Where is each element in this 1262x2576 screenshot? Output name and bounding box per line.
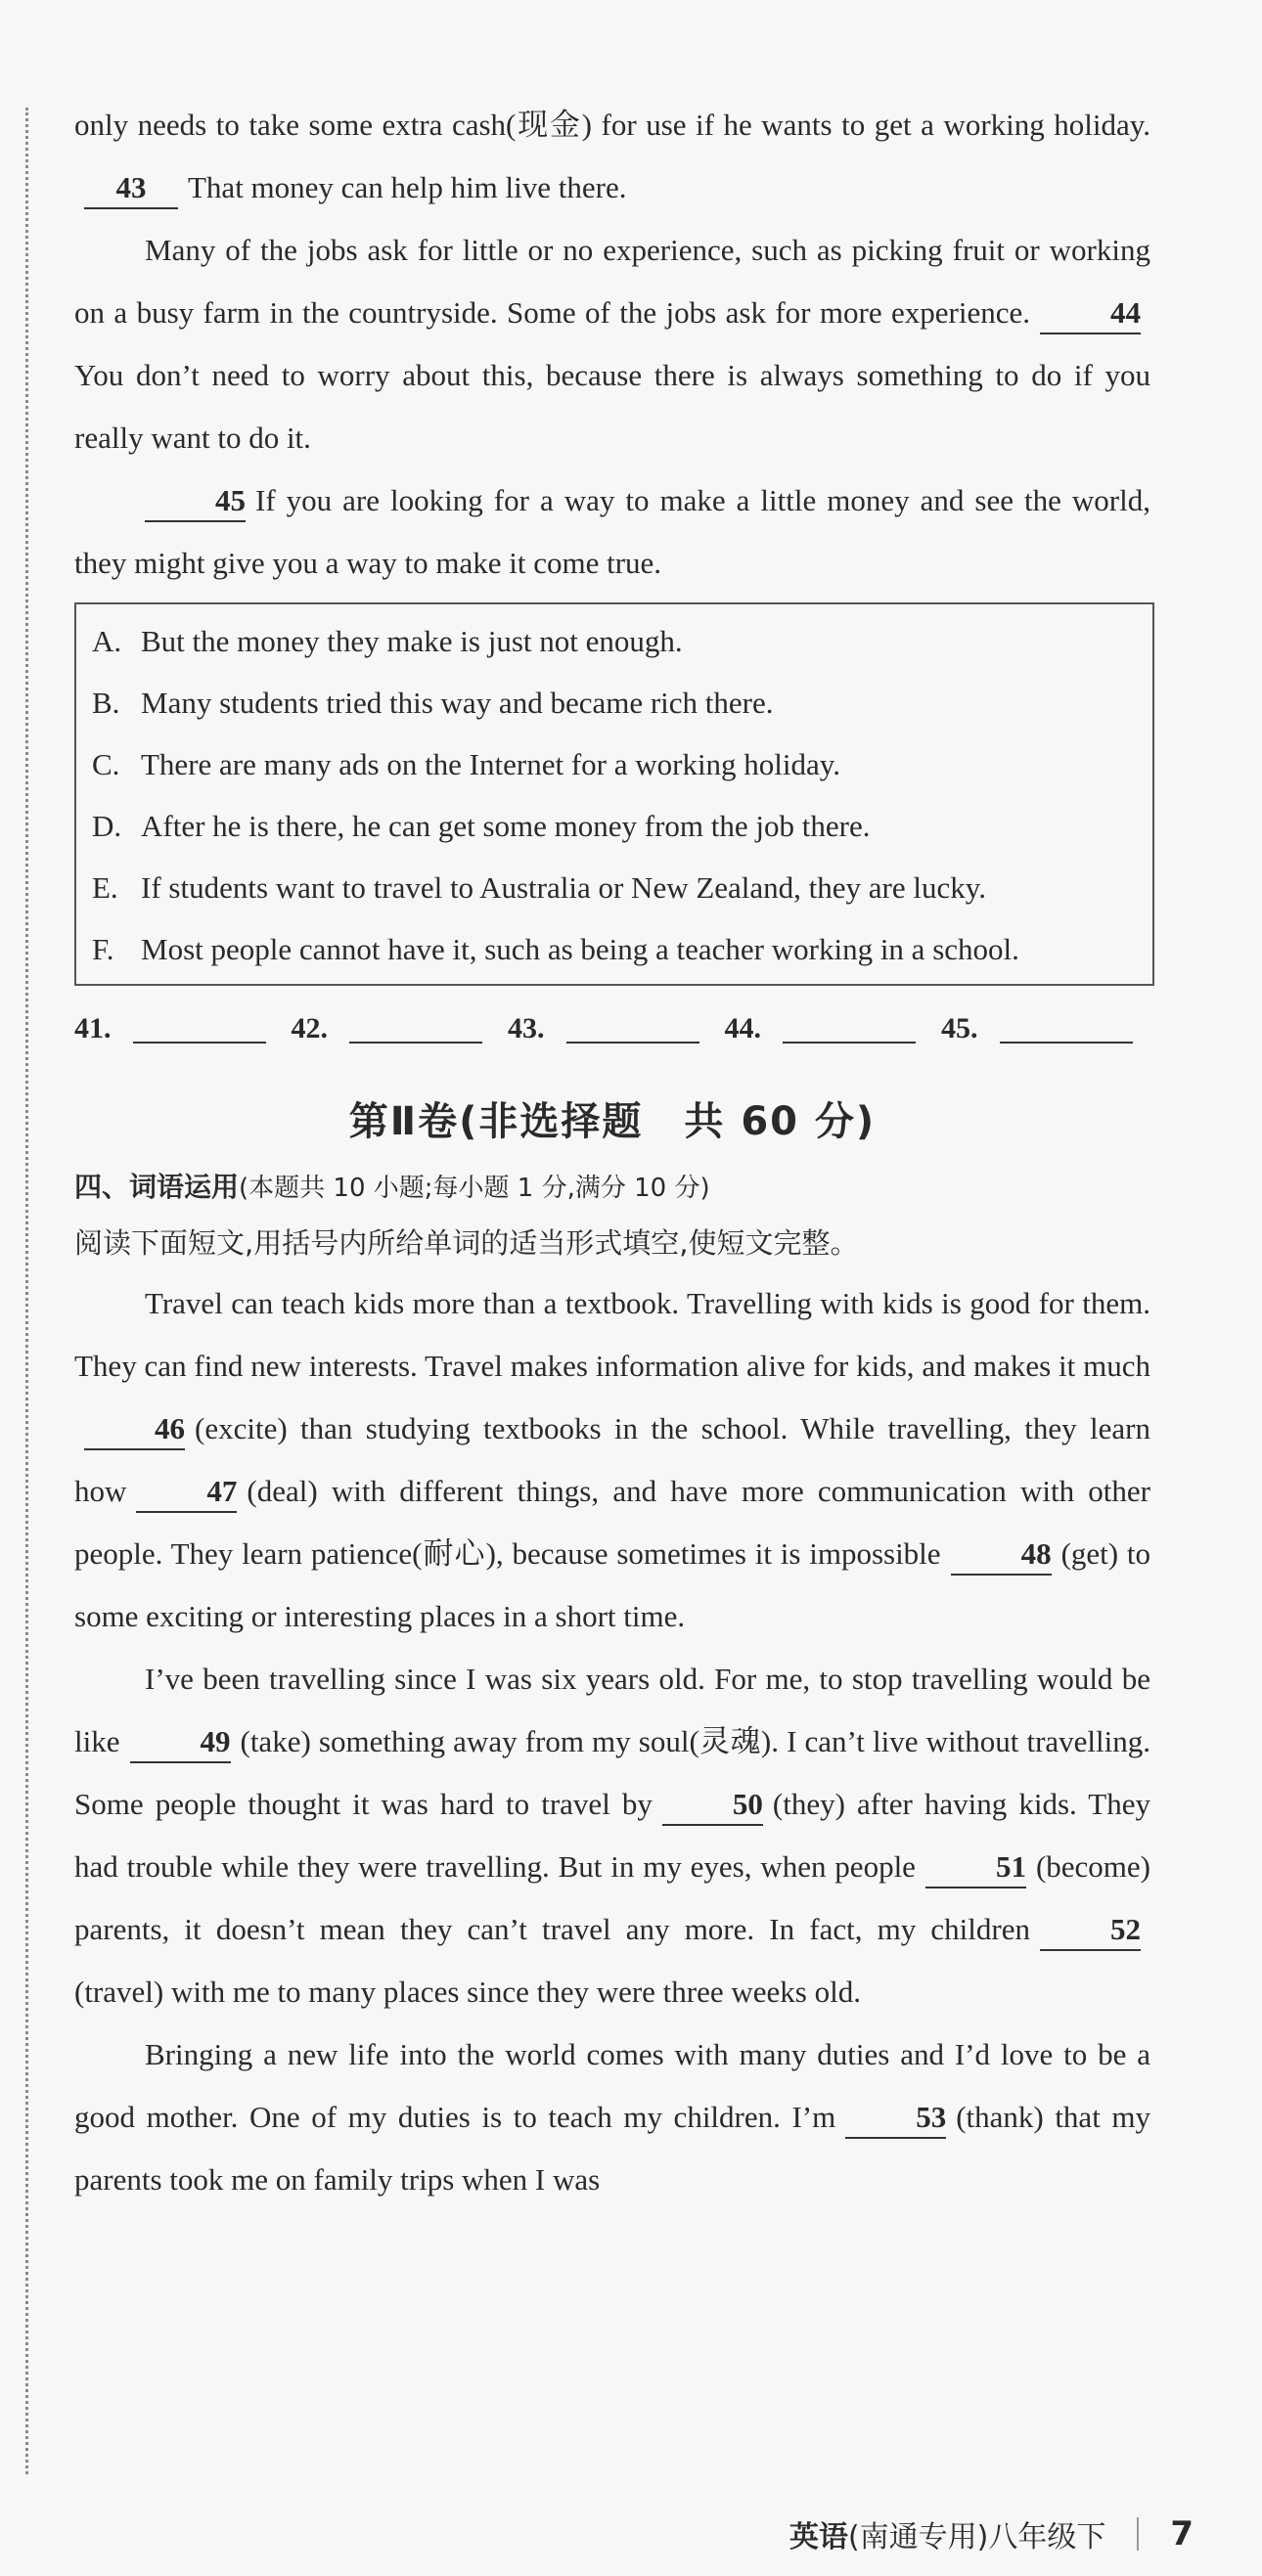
answer-42: 42.	[292, 1012, 483, 1045]
passage-b-paragraph-1: Travel can teach kids more than a textbook. Travelling with kids is good for them. They can find new interests. Travel makes information alive for kids, and makes it much46 (excite) than studying textbooks in the school. While travelling, they learn how 47 (deal) with different things, and have more communication with other people. They learn patience(耐心), because sometimes it is impossible 48 (get) to some exciting or interesting places in a short time.	[74, 1286, 1150, 1633]
blank-50[interactable]: 50	[662, 1785, 763, 1826]
blank-47[interactable]: 47	[136, 1472, 237, 1513]
answer-row	[74, 999, 1150, 1058]
answer-43: 43.	[508, 1012, 699, 1045]
option-f: F. Most people cannot have it, such as being a teacher working in a school.	[92, 932, 1019, 966]
footer-edition: (南通专用)八年级下	[847, 2520, 1106, 2554]
passage-a-paragraph-3: 45 If you are looking for a way to make a little money and see the world, they might give you a way to make it come true.	[74, 483, 1150, 580]
blank-49[interactable]: 49	[130, 1722, 231, 1763]
option-b: B. Many students tried this way and became rich there.	[92, 686, 774, 720]
answer-41: 41.	[74, 1012, 266, 1045]
part-4-instruction: 阅读下面短文,用括号内所给单词的适当形式填空,使短文完整。	[74, 1226, 859, 1260]
passage-b-paragraph-2: I’ve been travelling since I was six years old. For me, to stop travelling would be like 49 (take) something away from my soul(灵魂). I can’t live without travelling. Some people thought it was hard to travel by 50 (they) after having kids. They had trouble while they were travelling. But in my eyes, when people 51 (become) parents, it doesn’t mean they can’t travel any more. In fact, my children 52(travel) with me to many places since they were three weeks old.	[74, 1662, 1151, 2009]
section-title: 第Ⅱ卷(非选择题 共 60 分)	[348, 1099, 877, 1144]
blank-44[interactable]: 44	[1040, 293, 1141, 334]
page-content	[74, 94, 1150, 2211]
blank-45[interactable]: 45	[145, 481, 246, 522]
answer-44: 44.	[725, 1012, 917, 1045]
answer-line-42[interactable]	[349, 1014, 482, 1044]
blank-51[interactable]: 51	[925, 1847, 1026, 1888]
passage-a-paragraph-1: only needs to take some extra cash(现金) for use if he wants to get a working holiday.43 That money can help him live there.	[74, 94, 1150, 219]
answer-line-43[interactable]	[566, 1014, 699, 1044]
options-box	[74, 602, 1154, 986]
blank-46[interactable]: 46	[84, 1409, 185, 1450]
blank-48[interactable]: 48	[951, 1534, 1052, 1576]
passage-b-paragraph-3: Bringing a new life into the world comes with many duties and I’d love to be a good mother. One of my duties is to teach my children. I’m 53 (thank) that my parents took me on family trips when I was	[74, 2037, 1150, 2197]
blank-43[interactable]: 43	[84, 168, 178, 209]
part-4-heading: 四、词语运用(本题共 10 小题;每小题 1 分,满分 10 分)	[74, 1171, 710, 1203]
answer-line-45[interactable]	[1000, 1014, 1133, 1044]
option-d: D. After he is there, he can get some money from the job there.	[92, 809, 871, 843]
option-a: A. But the money they make is just not enough.	[92, 624, 683, 658]
footer-subject: 英语	[789, 2520, 848, 2554]
footer-divider	[1137, 2517, 1139, 2551]
answer-45: 45.	[941, 1012, 1133, 1045]
option-e: E. If students want to travel to Australia or New Zealand, they are lucky.	[92, 870, 986, 905]
page-footer	[685, 2509, 1194, 2558]
binding-margin-line	[25, 108, 28, 2474]
answer-line-41[interactable]	[133, 1014, 266, 1044]
passage-a-paragraph-2: Many of the jobs ask for little or no experience, such as picking fruit or working on a busy farm in the countryside. Some of the jobs ask for more experience. 44You don’t need to worry about this, because there is always something to do if you really want to do it.	[74, 233, 1150, 455]
page-number: 7	[1170, 2514, 1194, 2554]
answer-line-44[interactable]	[783, 1014, 916, 1044]
option-c: C. There are many ads on the Internet for a working holiday.	[92, 747, 841, 781]
blank-53[interactable]: 53	[845, 2098, 946, 2139]
blank-52[interactable]: 52	[1040, 1910, 1141, 1951]
